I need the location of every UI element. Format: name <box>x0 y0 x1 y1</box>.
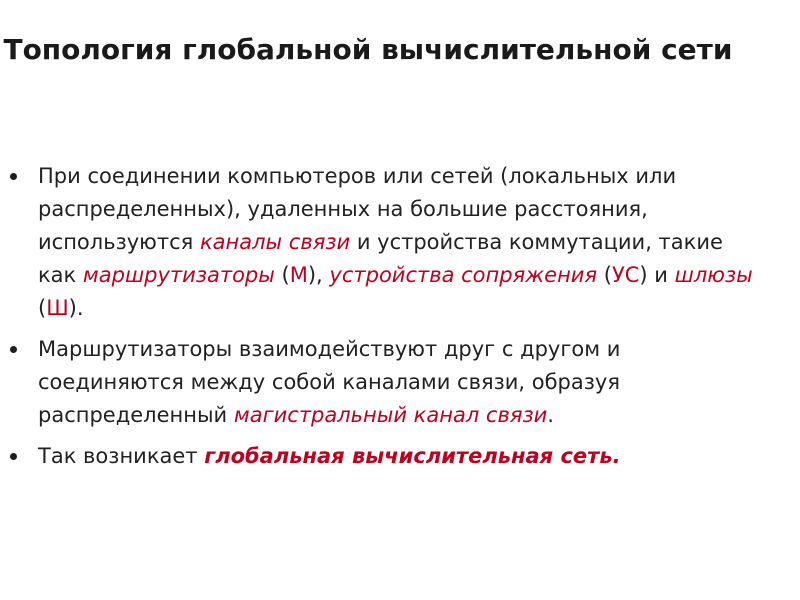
abbreviation: Ш <box>46 296 69 320</box>
abbreviation: М <box>289 263 308 287</box>
highlight-term: шлюзы <box>674 263 753 287</box>
bullet-icon <box>10 453 17 460</box>
bullet-item <box>38 160 766 325</box>
text-run: ), <box>307 263 330 287</box>
text-run: Маршрутизаторы взаимодействуют друг с другом и соединяются между собой каналами связи, образуя распределенный <box>38 337 621 427</box>
text-run: При соединении компьютеров или сетей (локальных или распределенных), удаленных на большие расстояния, используются <box>38 164 677 254</box>
abbreviation: УС <box>611 263 640 287</box>
bullet-icon <box>10 173 17 180</box>
text-run: ( <box>38 296 47 320</box>
highlight-term: каналы связи <box>199 230 351 254</box>
text-run: ( <box>274 263 290 287</box>
text-run: и устройства коммутации, такие как <box>38 230 723 287</box>
bullet-list <box>38 160 766 481</box>
highlight-term: магистральный канал связи <box>233 403 548 427</box>
highlight-term: устройства сопряжения <box>329 263 598 287</box>
bullet-text <box>38 337 620 427</box>
bullet-icon <box>10 346 17 353</box>
text-run: Так возникает <box>38 444 205 468</box>
text-run: ). <box>68 296 84 320</box>
text-run: ) и <box>639 263 675 287</box>
bullet-text <box>38 164 753 320</box>
slide-title: Топология глобальной вычислительной сети <box>3 33 733 66</box>
text-run: ( <box>597 263 612 287</box>
bullet-item <box>38 333 766 432</box>
highlight-term: глобальная вычислительная сеть. <box>204 444 621 468</box>
bullet-text <box>38 444 621 468</box>
text-run: . <box>547 403 554 427</box>
highlight-term: маршрутизаторы <box>82 263 275 287</box>
bullet-item <box>38 440 766 473</box>
